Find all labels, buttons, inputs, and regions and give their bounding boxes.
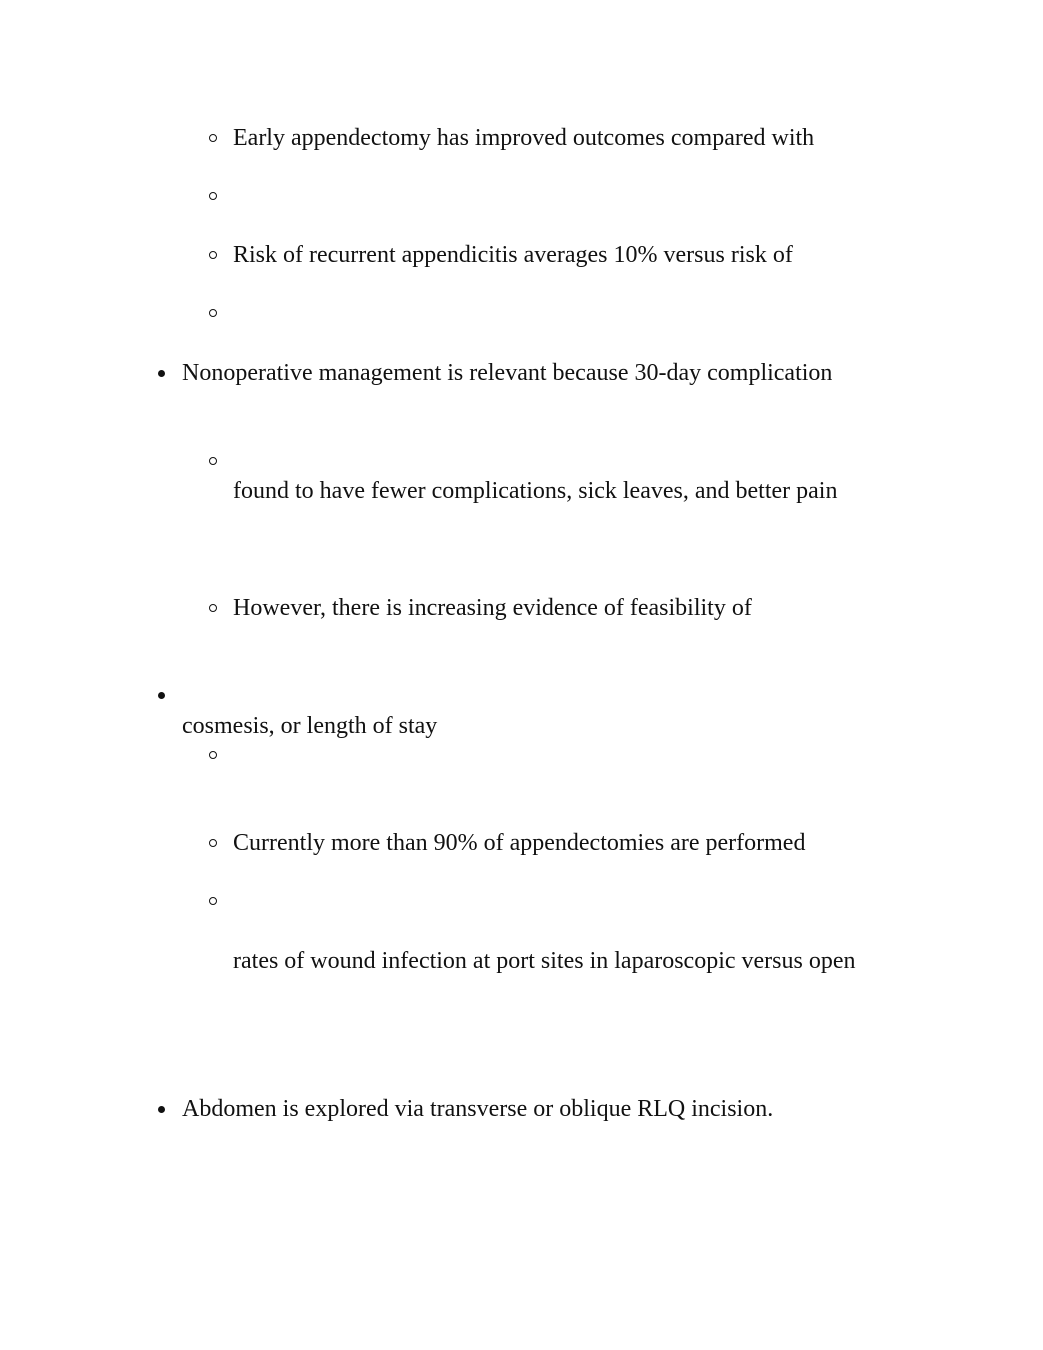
list-item-text: However, there is increasing evidence of feasibility of — [233, 595, 752, 621]
list-item-text: Nonoperative management is relevant because 30-day complication — [182, 360, 833, 386]
list-item-text: Risk of recurrent appendicitis averages 10% versus risk of — [233, 242, 793, 268]
sub-bullet-marker — [209, 751, 217, 759]
list-item-continuation: found to have fewer complications, sick leaves, and better pain — [233, 478, 838, 504]
list-item-text: Early appendectomy has improved outcomes compared with — [233, 125, 815, 151]
list-item-continuation: rates of wound infection at port sites in laparoscopic versus open — [233, 948, 856, 974]
sub-bullet-marker — [209, 839, 217, 847]
list-item-text: Currently more than 90% of appendectomies are performed — [233, 830, 806, 856]
sub-bullet-marker — [209, 457, 217, 465]
list-item-continuation: cosmesis, or length of stay — [182, 713, 438, 739]
sub-bullet-marker — [209, 604, 217, 612]
main-bullet-marker — [158, 692, 165, 699]
sub-bullet-marker — [209, 134, 217, 142]
main-bullet-marker — [158, 370, 165, 377]
sub-bullet-marker — [209, 192, 217, 200]
main-bullet-marker — [158, 1106, 165, 1113]
sub-bullet-marker — [209, 251, 217, 259]
sub-bullet-marker — [209, 309, 217, 317]
list-item-text: Abdomen is explored via transverse or oblique RLQ incision. — [182, 1096, 774, 1122]
sub-bullet-marker — [209, 897, 217, 905]
